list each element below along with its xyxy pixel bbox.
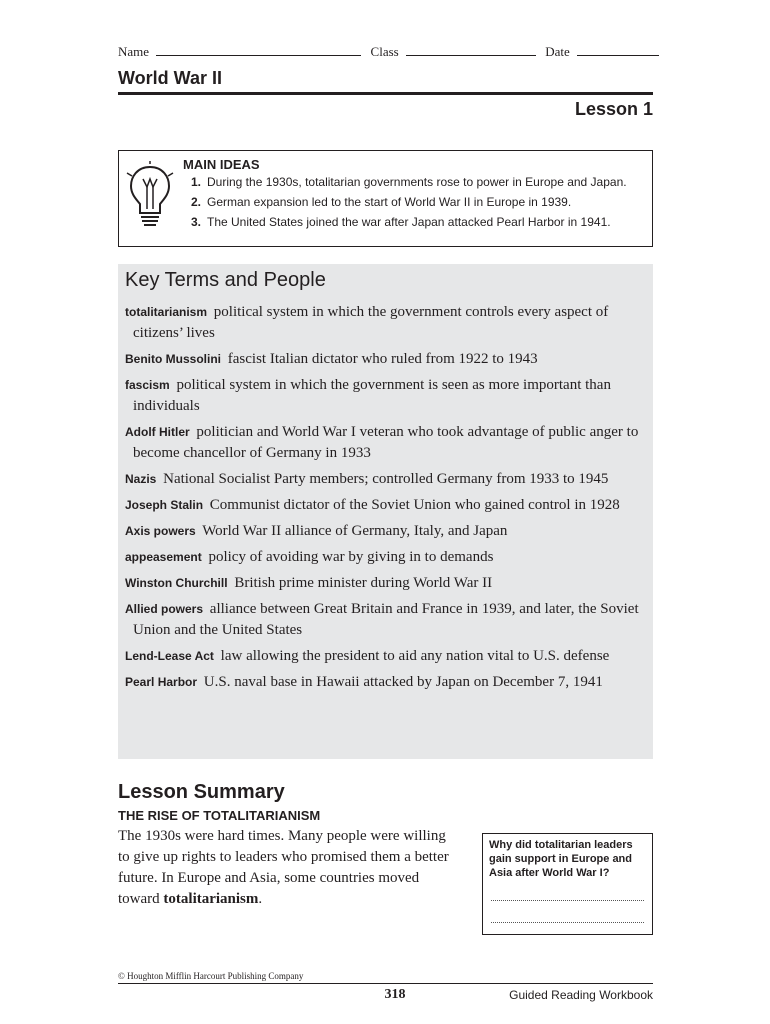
class-blank[interactable] (406, 44, 536, 56)
key-term: fascism (125, 378, 170, 392)
key-term-item (125, 302, 647, 344)
page-number: 318 (384, 987, 406, 1002)
key-term-definition: National Socialist Party members; controlled Germany from 1933 to 1945 (163, 471, 609, 487)
title-rule (118, 92, 653, 95)
key-term-definition: political system in which the government is seen as more important than individuals (133, 377, 611, 414)
margin-question-box (482, 833, 653, 935)
main-ideas-box (118, 150, 653, 247)
key-term: appeasement (125, 550, 202, 564)
key-term: Pearl Harbor (125, 675, 198, 689)
key-term-definition: politician and World War I veteran who took advantage of public anger to become chancellor of Germany in 1933 (133, 424, 639, 461)
lesson-summary-heading: Lesson Summary (118, 781, 285, 803)
date-blank[interactable] (577, 44, 659, 56)
key-term: totalitarianism (125, 305, 208, 319)
name-blank[interactable] (156, 44, 361, 56)
key-term: Allied powers (125, 602, 204, 616)
footer-rule (118, 983, 653, 984)
key-term: Nazis (125, 472, 157, 486)
main-idea-number: 3. (191, 215, 202, 229)
key-term-item (125, 547, 647, 568)
key-term-definition: U.S. naval base in Hawaii attacked by Japan on December 7, 1941 (203, 674, 603, 690)
date-label: Date (545, 44, 570, 59)
key-terms-section (118, 264, 653, 759)
margin-question-text: Why did totalitarian leaders gain support in Europe and Asia after World War I? (489, 839, 633, 879)
key-term-definition: policy of avoiding war by giving in to demands (208, 549, 494, 565)
key-term: Benito Mussolini (125, 352, 221, 366)
key-term: Axis powers (125, 524, 196, 538)
key-term: Adolf Hitler (125, 425, 190, 439)
name-label: Name (118, 44, 150, 59)
class-label: Class (370, 44, 399, 59)
main-idea-number: 2. (191, 195, 202, 209)
summary-subheading: THE RISE OF TOTALITARIANISM (118, 808, 321, 823)
student-header (118, 44, 653, 62)
summary-key-term: totalitarianism (163, 891, 259, 907)
key-term-item (125, 375, 647, 417)
key-term-item (125, 349, 647, 370)
unit-title: World War II (118, 68, 223, 88)
key-term-definition: alliance between Great Britain and France in 1939, and later, the Soviet Union and the United States (133, 601, 639, 638)
main-idea-text: The United States joined the war after Japan attacked Pearl Harbor in 1941. (207, 215, 611, 229)
summary-paragraph (118, 826, 458, 910)
key-terms-list (125, 302, 647, 698)
key-term: Winston Churchill (125, 576, 228, 590)
key-term: Joseph Stalin (125, 498, 204, 512)
summary-text-end: . (258, 891, 263, 907)
main-idea-item (191, 215, 646, 230)
key-term-definition: fascist Italian dictator who ruled from 1922 to 1943 (227, 351, 538, 367)
main-idea-item (191, 175, 646, 190)
key-term-definition: political system in which the government controls every aspect of citizens’ lives (133, 304, 609, 341)
main-idea-text: German expansion led to the start of World War II in Europe in 1939. (207, 195, 572, 209)
key-term-definition: Communist dictator of the Soviet Union who gained control in 1928 (209, 497, 620, 513)
answer-line[interactable] (491, 922, 644, 923)
key-term-item (125, 573, 647, 594)
key-term-item (125, 521, 647, 542)
answer-line[interactable] (491, 900, 644, 901)
key-term-item (125, 599, 647, 641)
key-term-definition: British prime minister during World War II (234, 575, 493, 591)
copyright-notice: © Houghton Mifflin Harcourt Publishing Company (118, 971, 304, 981)
summary-text-start: The 1930s were hard times. Many people were willing to give up rights to leaders who promised them a better future. In Europe and Asia, some countries moved toward (118, 828, 449, 907)
key-term-item (125, 495, 647, 516)
key-term: Lend-Lease Act (125, 649, 214, 663)
main-idea-text: During the 1930s, totalitarian governments rose to power in Europe and Japan. (207, 175, 627, 189)
key-term-item (125, 422, 647, 464)
lesson-label: Lesson 1 (574, 99, 653, 119)
key-term-definition: law allowing the president to aid any nation vital to U.S. defense (220, 648, 610, 664)
key-term-item (125, 646, 647, 667)
lightbulb-icon (125, 161, 175, 231)
key-term-item (125, 672, 647, 693)
main-ideas-heading: MAIN IDEAS (183, 157, 260, 172)
main-idea-number: 1. (191, 175, 202, 189)
key-term-definition: World War II alliance of Germany, Italy, and Japan (202, 523, 508, 539)
workbook-title: Guided Reading Workbook (509, 988, 653, 1002)
main-idea-item (191, 195, 646, 210)
main-ideas-list (191, 175, 646, 235)
key-term-item (125, 469, 647, 490)
key-terms-heading: Key Terms and People (125, 269, 326, 291)
